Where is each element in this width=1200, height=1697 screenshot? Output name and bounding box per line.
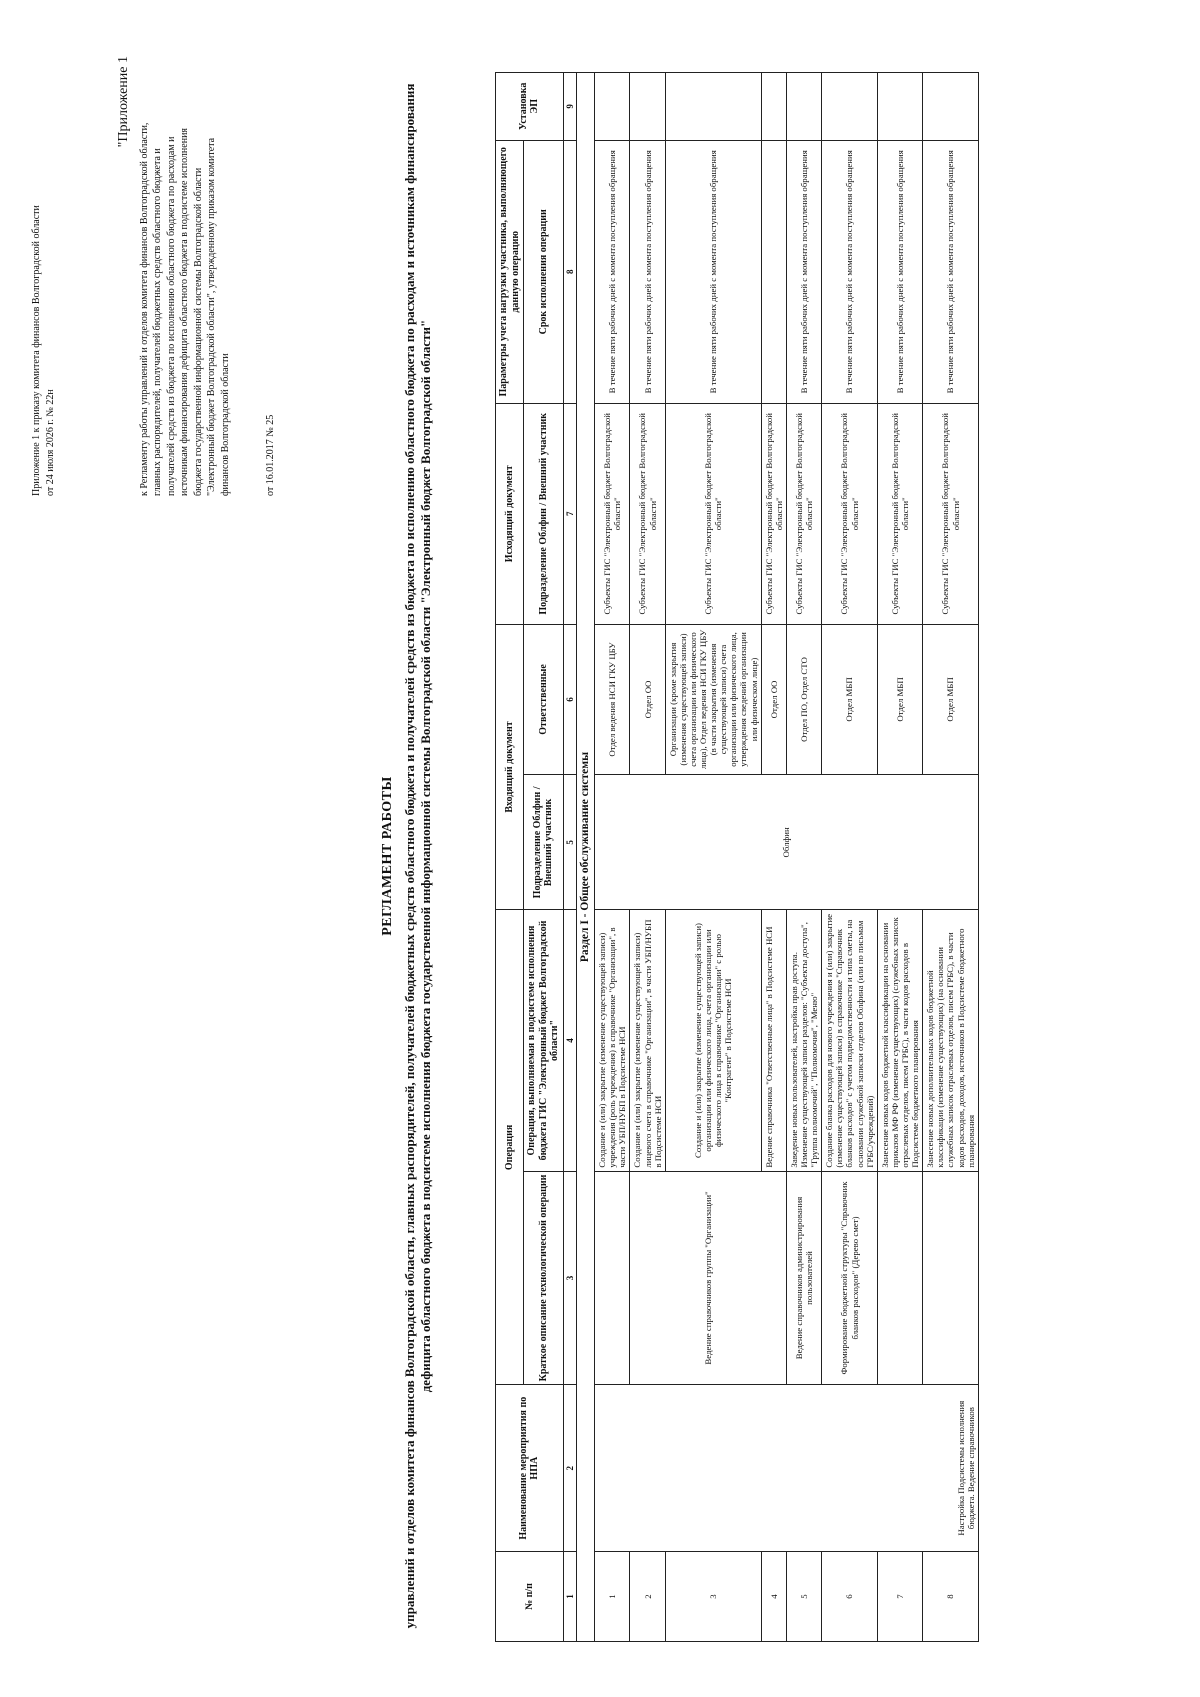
header-block: [30, 56, 232, 496]
signature-cell: [630, 73, 665, 141]
header-line-3: получателей средств из бюджета по исполнению областного бюджета по расходам и: [165, 136, 177, 496]
operation-cell: Создание и (или) закрытие (изменение существующей записи) лицевого счета в справочнике "Организации", в части УБП/НУБП в Подсистеме НСИ: [630, 910, 665, 1171]
signature-cell: [877, 73, 922, 141]
signature-cell: [923, 73, 979, 141]
signature-cell: [786, 73, 821, 141]
term-cell: В течение пяти рабочих дней с момента поступления обращения: [630, 140, 665, 403]
term-cell: [761, 140, 786, 403]
term-cell: В течение пяти рабочих дней с момента поступления обращения: [665, 140, 761, 403]
resp-cell: Отдел МБП: [822, 624, 878, 775]
regulation-table: [495, 72, 979, 1642]
resp-cell: Отдел ПО, Отдел СТО: [786, 624, 821, 775]
header-in-resp: Ответственные: [524, 624, 564, 775]
resp-cell: Отдел ОО: [630, 624, 665, 775]
table-row: [595, 73, 630, 1642]
input-dept-cell: Облфин: [595, 775, 979, 910]
col-number: 8: [563, 140, 576, 403]
signature-cell: [595, 73, 630, 141]
signature-cell: [665, 73, 761, 141]
header-line-2: главных распорядителей, получателей бюджетных средств областного бюджета и: [152, 148, 164, 496]
col-number: 2: [563, 1385, 576, 1552]
document-title: РЕГЛАМЕНТ РАБОТЫ: [380, 776, 395, 936]
header-signature: Установка ЭП: [496, 73, 564, 141]
header-line-5: бюджета государственной информационной системы Волгоградской области: [192, 167, 204, 496]
row-num: 2: [630, 1551, 665, 1641]
header-in-dept: Подразделение Облфин / Внешний участник: [524, 775, 564, 910]
output-cell: Субъекты ГИС "Электронный бюджет Волгоградской области": [665, 403, 761, 624]
resp-cell: Отдел МБП: [923, 624, 979, 775]
resp-cell: Отдел ОО: [761, 624, 786, 775]
term-cell: В течение пяти рабочих дней с момента поступления обращения: [595, 140, 630, 403]
row-num: 6: [822, 1551, 878, 1641]
output-cell: Субъекты ГИС "Электронный бюджет Волгоградской области": [786, 403, 821, 624]
header-input-doc: Входящий документ: [496, 624, 524, 910]
operation-cell: Занесение новых дополнительных кодов бюджетной классификации (изменение существующих) (на основании служебных записок отраслевых отделов, писем ГРБС), в части кодов расходов, доходов, источников в Подсистеме бюджетного планирования: [923, 910, 979, 1171]
appendix-line-1: Приложение 1 к приказу комитета финансов Волгоградской области: [31, 205, 42, 496]
header-output-doc: Исходящий документ: [496, 403, 524, 624]
output-cell: Субъекты ГИС "Электронный бюджет Волгоградской области": [822, 403, 878, 624]
header-operation: Операция: [496, 910, 524, 1385]
appendix-caption: "Приложение 1: [116, 56, 131, 148]
resp-cell: Отдел ведения НСИ ГКУ ЦБУ: [595, 624, 630, 775]
header-line-6: "Электронный бюджет Волгоградской области", утвержденному приказом комитета: [206, 137, 218, 496]
col-number: 6: [563, 624, 576, 775]
row-num: 4: [761, 1551, 786, 1641]
header-term: Срок исполнения операции: [524, 140, 564, 403]
operation-cell: Создание бланка расходов для нового учреждения и (или) закрытие (изменение существующей записи) в справочнике "Справочник бланков расходов" с учетом подведомственности и типа сметы, на основании служебной записки отделов Облфина (или по письмам ГРБС/учреждений): [822, 910, 878, 1171]
term-cell: В течение пяти рабочих дней с момента поступления обращения: [877, 140, 922, 403]
output-cell: Субъекты ГИС "Электронный бюджет Волгоградской области": [761, 403, 786, 624]
operation-cell: Заведение новых пользователей, настройка прав доступа. Изменение существующей записи разделов: "Субъекты доступа", "Группа полномочий", "Полномочия", "Меню": [786, 910, 821, 1171]
row-num: 5: [786, 1551, 821, 1641]
brief-cell: [595, 1171, 630, 1385]
operation-cell: Создание и (или) закрытие (изменение существующей записи) организации или физического лица, счета организации или физического лица в справочнике "Организации" с ролью "Контрагент" в Подсистеме НСИ: [665, 910, 761, 1171]
col-number: 5: [563, 775, 576, 910]
col-number: 3: [563, 1171, 576, 1385]
resp-cell: Организации (кроме закрытия (изменения существующей записи) счета организации или физического лица), Отдел ведения НСИ ГКУ ЦБУ (в части закрытия (изменения существующей записи) счета организации или физического лица, утверждения сведений организации или физическом лице): [665, 624, 761, 775]
section-title: Раздел I - Общее обслуживание системы: [576, 73, 594, 1642]
title-block: [380, 76, 435, 1636]
output-cell: Субъекты ГИС "Электронный бюджет Волгоградской области": [877, 403, 922, 624]
header-num: № п/п: [496, 1551, 564, 1641]
term-cell: В течение пяти рабочих дней с момента поступления обращения: [822, 140, 878, 403]
operation-cell: Создание и (или) закрытие (изменение существующей записи) учреждения (роль учреждения) в справочнике "Организации", в части УБП/НУБП в Подсистеме НСИ: [595, 910, 630, 1171]
event-cell: Настройка Подсистемы исполнения бюджета. Ведение справочников: [595, 1385, 979, 1552]
brief-cell: Ведение справочников администрирования пользователей: [786, 1171, 821, 1385]
output-cell: Субъекты ГИС "Электронный бюджет Волгоградской области": [595, 403, 630, 624]
header-params: Параметры учета нагрузки участника, выполняющего данную операцию: [496, 140, 524, 403]
term-cell: В течение пяти рабочих дней с момента поступления обращения: [786, 140, 821, 403]
resp-cell: Отдел МБП: [877, 624, 922, 775]
header-brief: Краткое описание технологической операции: [524, 1171, 564, 1385]
row-num: 1: [595, 1551, 630, 1641]
output-cell: Субъекты ГИС "Электронный бюджет Волгоградской области": [630, 403, 665, 624]
header-date: от 16.01.2017 № 25: [265, 414, 276, 496]
header-op-sub: Операция, выполняемая в подсистеме исполнения бюджета ГИС "Электронный бюджет Волгоградской области": [524, 910, 564, 1171]
header-out-dept: Подразделение Облфин / Внешний участник: [524, 403, 564, 624]
document-subtitle: управлений и отделов комитета финансов Волгоградской области, главных распорядителей, получателей бюджетных средств областного бюджета и получателей средств из бюджета по исполнению областного бюджета по расходам и источникам финансирования дефицита областного бюджета в подсистеме исполнения бюджета государственной информационной системы Волгоградской области "Электронный бюджет Волгоградской области": [402, 83, 434, 1629]
col-number: 9: [563, 73, 576, 141]
brief-cell: [877, 1171, 922, 1385]
signature-cell: [822, 73, 878, 141]
brief-cell: [923, 1171, 979, 1385]
header-line-7: финансов Волгоградской области: [219, 353, 231, 496]
rotated-sheet: [20, 36, 1180, 1676]
header-line-1: к Регламенту работы управлений и отделов комитета финансов Волгоградской области,: [138, 122, 150, 496]
row-num: 3: [665, 1551, 761, 1641]
brief-cell: Формирование бюджетной структуры "Справочник бланков расходов" (Дерево смет): [822, 1171, 878, 1385]
header-line-4: источникам финансирования дефицита областного бюджета в подсистеме исполнения: [179, 127, 191, 496]
col-number: 4: [563, 910, 576, 1171]
term-cell: В течение пяти рабочих дней с момента поступления обращения: [923, 140, 979, 403]
row-num: 7: [877, 1551, 922, 1641]
output-cell: Субъекты ГИС "Электронный бюджет Волгоградской области": [923, 403, 979, 624]
col-number: 1: [563, 1551, 576, 1641]
operation-cell: Ведение справочника "Ответственные лица" в Подсистеме НСИ: [761, 910, 786, 1171]
header-event: Наименование мероприятия по НПА: [496, 1385, 564, 1552]
signature-cell: [761, 73, 786, 141]
col-number: 7: [563, 403, 576, 624]
brief-cell: Ведение справочников группы "Организации": [630, 1171, 787, 1385]
row-num: 8: [923, 1551, 979, 1641]
appendix-line-2: от 24 июля 2026 г. № 22н: [44, 389, 56, 496]
operation-cell: Занесение новых кодов бюджетной классификации на основании приказов МФ РФ (изменение существующих) (служебных записок отраслевых отделов, писем ГРБС), в части кодов расходов в Подсистеме бюджетного планирования: [877, 910, 922, 1171]
